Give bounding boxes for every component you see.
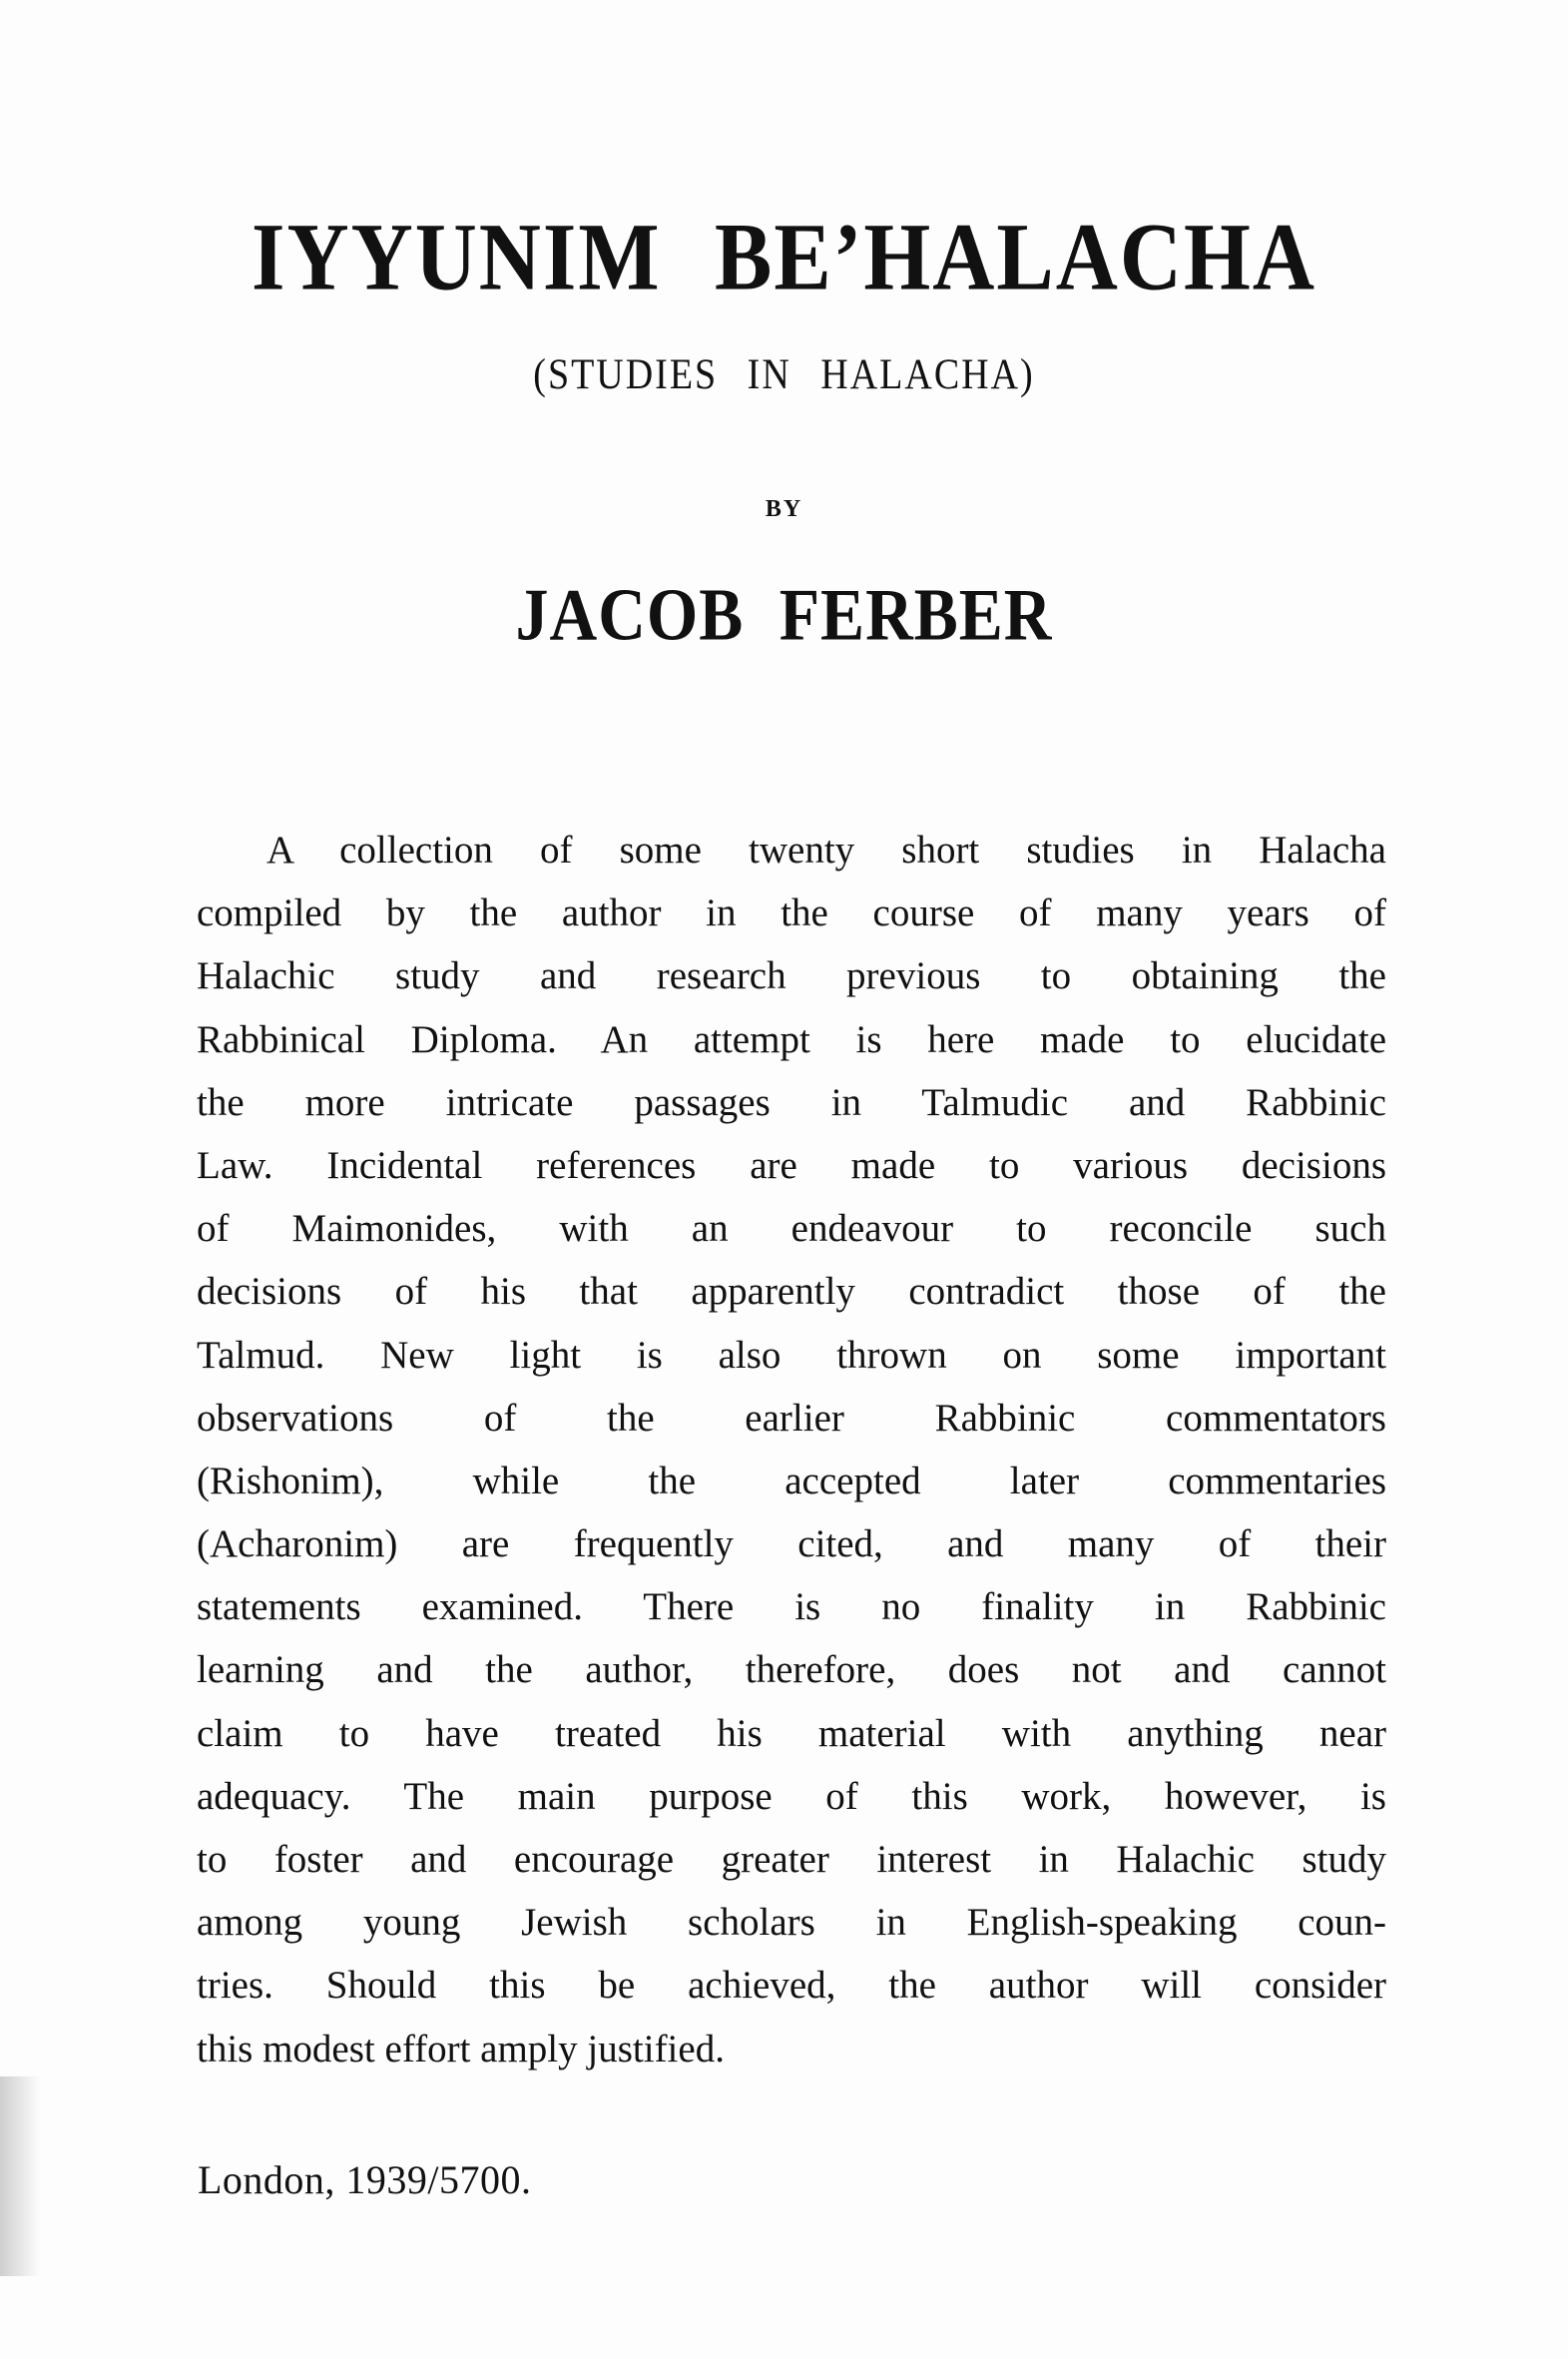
paragraph-line: Halachic study and research previous to obtaining the	[197, 954, 1386, 998]
paragraph-line: of Maimonides, with an endeavour to reconcile such	[197, 1207, 1386, 1251]
paragraph-line: A collection of some twenty short studies in Halacha	[266, 829, 1386, 872]
paragraph-line: Law. Incidental references are made to various decisions	[197, 1143, 1386, 1187]
paragraph-line: statements examined. There is no finality in Rabbinic	[197, 1585, 1386, 1629]
paragraph-line: this modest effort amply justified.	[197, 2027, 725, 2070]
paragraph-line: claim to have treated his material with anything near	[197, 1711, 1386, 1755]
paragraph-line: Rabbinical Diploma. An attempt is here made to elucidate	[197, 1017, 1386, 1061]
paragraph-line: compiled by the author in the course of many years of	[197, 891, 1386, 935]
book-title: IYYUNIM BE’HALACHA	[252, 203, 1316, 310]
place-date-line: London, 1939/5700.	[198, 2157, 532, 2202]
description-paragraph	[197, 819, 1386, 2080]
paragraph-line: adequacy. The main purpose of this work, however, is	[197, 1774, 1386, 1818]
paragraph-line: to foster and encourage greater interest in Halachic study	[197, 1838, 1386, 1881]
paragraph-line: tries. Should this be achieved, the author will consider	[197, 1964, 1386, 2008]
byline-label: BY	[765, 496, 803, 522]
book-subtitle: (STUDIES IN HALACHA)	[533, 349, 1035, 399]
scanned-page-edge-smudge	[0, 2076, 40, 2276]
paragraph-line: learning and the author, therefore, does not and cannot	[197, 1648, 1386, 1692]
paragraph-line: the more intricate passages in Talmudic and Rabbinic	[197, 1080, 1386, 1124]
paragraph-line: Talmud. New light is also thrown on some important	[197, 1333, 1386, 1377]
author-name: JACOB FERBER	[515, 574, 1053, 657]
paragraph-line: (Acharonim) are frequently cited, and many of their	[197, 1522, 1386, 1566]
paragraph-line: (Rishonim), while the accepted later commentaries	[197, 1459, 1386, 1502]
paragraph-line: among young Jewish scholars in English-speaking coun-	[197, 1901, 1386, 1945]
paragraph-line: decisions of his that apparently contradict those of the	[197, 1270, 1386, 1314]
paragraph-line: observations of the earlier Rabbinic commentators	[197, 1396, 1386, 1440]
